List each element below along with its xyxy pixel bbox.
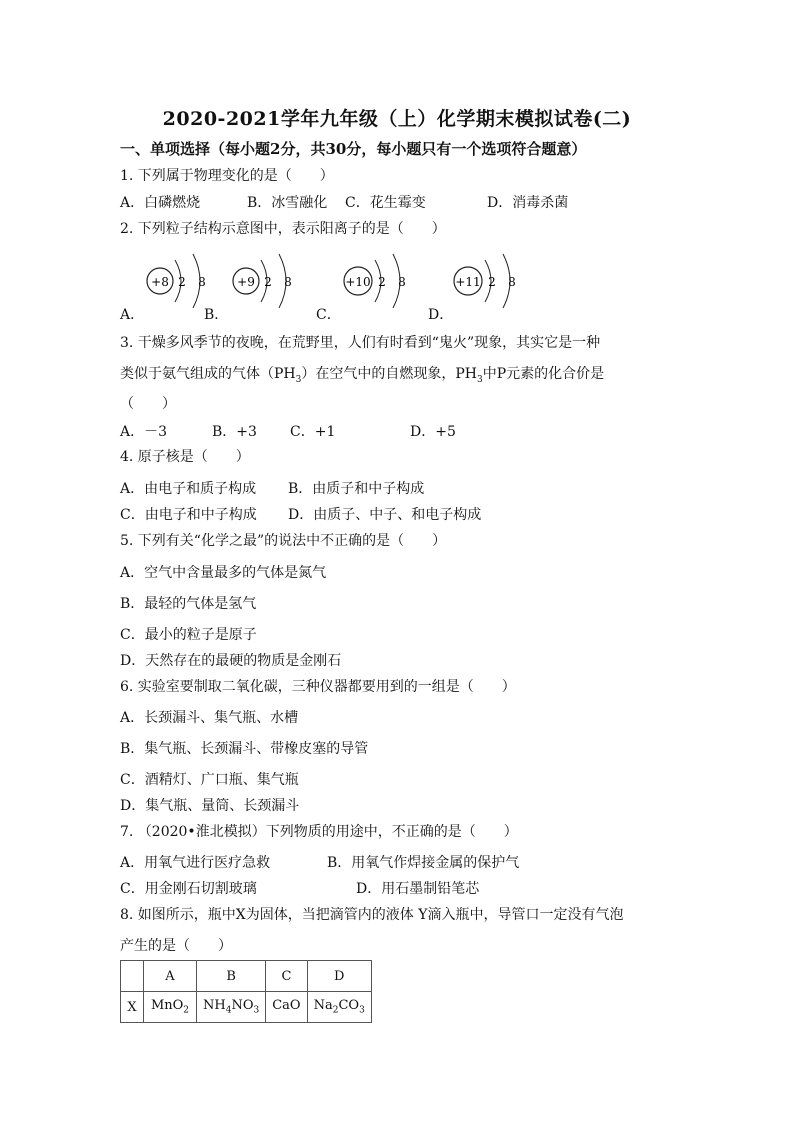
table-row — [121, 992, 372, 1023]
page-title: 2020-2021学年九年级（上）化学期末模拟试卷(二) — [162, 108, 632, 130]
q2-label-b: B． — [204, 307, 229, 323]
q1-option-b: B．冰雪融化 — [247, 195, 328, 211]
q6-option-d: D．集气瓶、量筒、长颈漏斗 — [120, 798, 300, 814]
question-3-line-1: 3. 干燥多风季节的夜晚，在荒野里，人们有时看到“鬼火”现象，其实它是一种 — [120, 335, 601, 351]
table-header-cell — [121, 961, 144, 992]
question-2-stem: 2. 下列粒子结构示意图中，表示阳离子的是（ ） — [120, 221, 446, 237]
electron-shell-2-d: 8 — [508, 275, 516, 289]
q4-option-d: D．由质子、中子、和电子构成 — [288, 507, 482, 523]
nucleus-charge-b: +9 — [237, 275, 255, 289]
question-5-stem: 5. 下列有关“化学之最”的说法中不正确的是（ ） — [120, 533, 447, 549]
q7-option-a: A．用氧气进行医疗急救 — [120, 855, 271, 871]
q5-option-c: C．最小的粒子是原子 — [120, 627, 257, 643]
table-header-row — [121, 961, 372, 992]
reagent-table — [120, 960, 372, 1023]
q2-label-a: A． — [120, 307, 145, 323]
table-header-cell: D — [307, 961, 371, 992]
q6-option-b: B．集气瓶、长颈漏斗、带橡皮塞的导管 — [120, 741, 369, 757]
question-8-line-2: 产生的是（ ） — [120, 938, 232, 954]
q1-option-c: C．花生霉变 — [345, 195, 426, 211]
q4-option-c: C．由电子和中子构成 — [120, 507, 257, 523]
question-3-line-2: 类似于氨气组成的气体$(PH_3)$在空气中的自燃现象，$PH_3$中P元素的化合价是 — [120, 366, 605, 385]
q4-option-b: B．由质子和中子构成 — [288, 481, 425, 497]
q2-label-d: D． — [428, 307, 454, 323]
table-cell: CaO — [266, 992, 307, 1023]
atom-diagram-b — [228, 248, 308, 314]
table-cell: $NH_4NO_3$ — [197, 992, 266, 1023]
table-row-label: X — [121, 992, 144, 1023]
q5-option-b: B．最轻的气体是氢气 — [120, 596, 257, 612]
table-cell: MnO$_2$ — [144, 992, 197, 1023]
q5-option-a: A．空气中含量最多的气体是氮气 — [120, 565, 327, 581]
electron-shell-1-b: 2 — [264, 275, 272, 289]
q3-option-c: C．+1 — [290, 424, 336, 440]
question-8-line-1: 8. 如图所示，瓶中X为固体，当把滴管内的液体 Y滴入瓶中，导管口一定没有气泡 — [120, 907, 624, 923]
electron-shell-1-c: 2 — [378, 275, 386, 289]
q4-option-a: A．由电子和质子构成 — [120, 481, 257, 497]
question-4-stem: 4. 原子核是（ ） — [120, 449, 250, 465]
electron-shell-2-a: 8 — [198, 275, 206, 289]
q5-option-d: D．天然存在的最硬的物质是金刚石 — [120, 653, 342, 669]
atom-diagram-c — [340, 248, 420, 314]
table-header-cell: C — [266, 961, 307, 992]
q7-option-b: B．用氧气作焊接金属的保护气 — [327, 855, 520, 871]
q6-option-a: A．长颈漏斗、集气瓶、水槽 — [120, 710, 299, 726]
question-7-stem: 7. （2020•淮北模拟）下列物质的用途中，不正确的是（ ） — [120, 824, 518, 840]
table-header-cell: B — [197, 961, 266, 992]
question-1-stem: 1. 下列属于物理变化的是（ ） — [120, 168, 334, 184]
question-3-line-3: （ ） — [120, 396, 176, 412]
q3-option-b: B．+3 — [212, 424, 257, 440]
atom-diagram-d — [450, 248, 530, 314]
nucleus-charge-d: +11 — [455, 275, 481, 289]
electron-shell-2-b: 8 — [284, 275, 292, 289]
q2-label-c: C． — [316, 307, 341, 323]
table-cell: $Na_2CO_3$ — [307, 992, 371, 1023]
q3-option-a: A．－3 — [120, 424, 168, 440]
question-6-stem: 6. 实验室要制取二氧化碳，三种仪器都要用到的一组是（ ） — [120, 679, 516, 695]
electron-shell-2-c: 8 — [398, 275, 406, 289]
electron-shell-1-d: 2 — [488, 275, 496, 289]
q1-option-a: A．白磷燃烧 — [120, 195, 201, 211]
q3-option-d: D．+5 — [410, 424, 456, 440]
table-header-cell: A — [144, 961, 197, 992]
q1-option-d: D．消毒杀菌 — [487, 195, 569, 211]
q7-option-c: C．用金刚石切割玻璃 — [120, 881, 257, 897]
section-heading: 一、单项选择（每小题2分，共30分，每小题只有一个选项符合题意） — [120, 140, 587, 158]
nucleus-charge-a: +8 — [151, 275, 169, 289]
nucleus-charge-c: +10 — [345, 275, 371, 289]
q7-option-d: D．用石墨制铅笔芯 — [356, 881, 480, 897]
q6-option-c: C．酒精灯、广口瓶、集气瓶 — [120, 772, 299, 788]
electron-shell-1-a: 2 — [178, 275, 186, 289]
